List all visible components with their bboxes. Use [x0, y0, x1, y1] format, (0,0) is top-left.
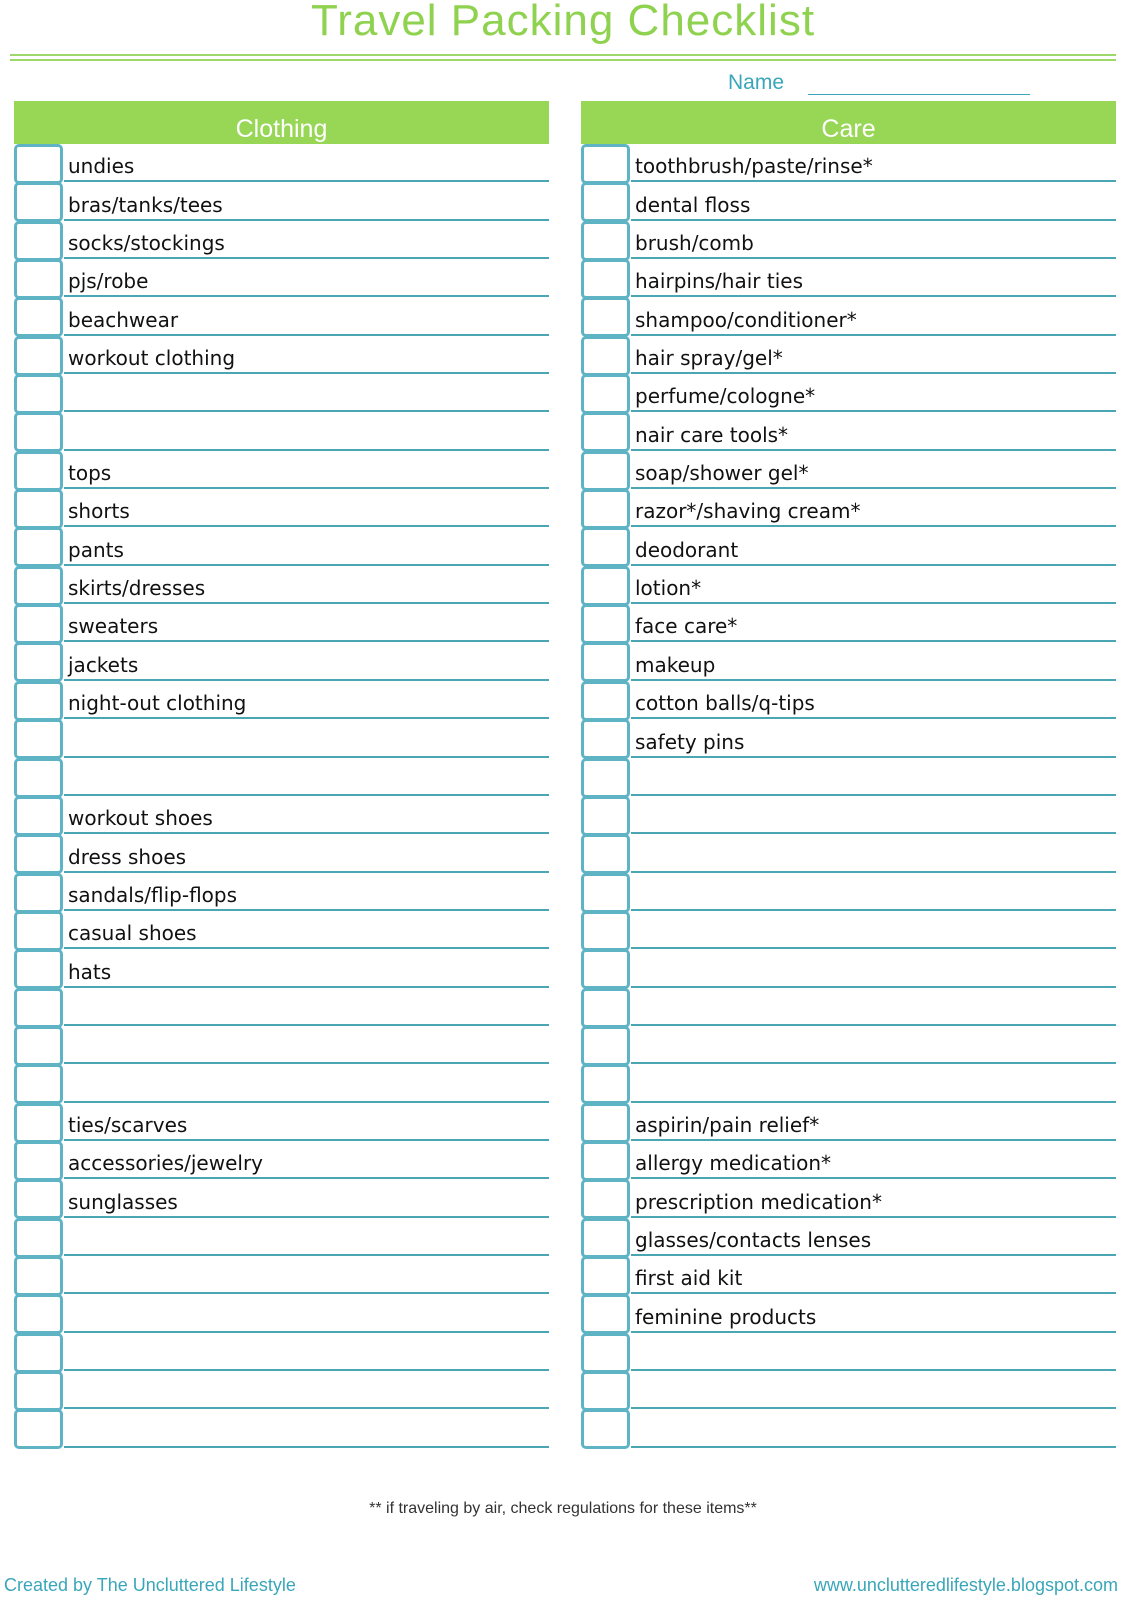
checklist-row: [14, 1064, 549, 1102]
credit-text: Created by The Uncluttered Lifestyle: [4, 1575, 296, 1595]
item-label: sweaters: [68, 614, 159, 639]
checklist-row: [581, 1371, 1116, 1409]
item-label: tops: [68, 461, 112, 486]
checkbox[interactable]: [581, 1256, 630, 1296]
checklist-row: [14, 1256, 549, 1294]
item-label: ties/scarves: [68, 1112, 188, 1137]
item-label: hairpins/hair ties: [635, 269, 803, 294]
checkbox[interactable]: [14, 1333, 63, 1373]
checklist-row: [14, 1179, 549, 1217]
checkbox[interactable]: [14, 834, 63, 874]
checklist-row: [581, 681, 1116, 719]
checklist-row: [14, 834, 549, 872]
item-label: shampoo/conditioner*: [635, 307, 857, 332]
item-label: toothbrush/paste/rinse*: [635, 154, 873, 179]
checklist-row: [581, 1179, 1116, 1217]
item-label: beachwear: [68, 307, 179, 332]
checkbox[interactable]: [581, 834, 630, 874]
checklist-row: [14, 1026, 549, 1064]
title-divider: [10, 54, 1116, 56]
checklist-row: [14, 489, 549, 527]
title-divider-2: [10, 59, 1116, 61]
item-label: perfume/cologne*: [635, 384, 816, 409]
checkbox[interactable]: [14, 873, 63, 913]
checklist-row: [14, 1409, 549, 1447]
item-label: first aid kit: [635, 1266, 743, 1291]
checklist-row: [581, 336, 1116, 374]
checkbox[interactable]: [14, 374, 63, 414]
checkbox[interactable]: [581, 297, 630, 337]
item-label: accessories/jewelry: [68, 1151, 264, 1176]
checkbox[interactable]: [581, 681, 630, 721]
checklist-row: [581, 1294, 1116, 1332]
checklist-row: [581, 297, 1116, 335]
checkbox[interactable]: [581, 336, 630, 376]
checklist-row: [581, 1333, 1116, 1371]
checkbox[interactable]: [14, 1371, 63, 1411]
checkbox[interactable]: [581, 1179, 630, 1219]
item-label: razor*/shaving cream*: [635, 499, 861, 524]
checklist-row: [14, 873, 549, 911]
checklist-row: [14, 182, 549, 220]
item-label: sunglasses: [68, 1189, 178, 1214]
item-label: prescription medication*: [635, 1189, 882, 1214]
checklist-row: [581, 412, 1116, 450]
item-label: dental floss: [635, 192, 751, 217]
checkbox[interactable]: [14, 1409, 63, 1449]
checkbox[interactable]: [14, 949, 63, 989]
page-title: Travel Packing Checklist: [310, 0, 816, 45]
checkbox[interactable]: [14, 566, 63, 606]
checkbox[interactable]: [581, 911, 630, 951]
checkbox[interactable]: [581, 642, 630, 682]
checklist-row: [14, 336, 549, 374]
checklist-row: [14, 566, 549, 604]
item-label: feminine products: [635, 1304, 817, 1329]
checkbox[interactable]: [581, 489, 630, 529]
item-label: dress shoes: [68, 844, 187, 869]
checkbox[interactable]: [581, 527, 630, 567]
checklist-row: [581, 1409, 1116, 1447]
checkbox[interactable]: [14, 681, 63, 721]
checkbox[interactable]: [14, 911, 63, 951]
checkbox[interactable]: [14, 489, 63, 529]
item-label: skirts/dresses: [68, 576, 206, 601]
item-label: nair care tools*: [635, 422, 789, 447]
checkbox[interactable]: [14, 259, 63, 299]
checklist-row: [581, 182, 1116, 220]
care-header: Care: [581, 101, 1116, 144]
checklist-row: [14, 221, 549, 259]
row-line: [64, 1446, 549, 1448]
checklist-row: [14, 758, 549, 796]
checklist-row: [14, 527, 549, 565]
checkbox[interactable]: [581, 1103, 630, 1143]
checkbox[interactable]: [581, 1064, 630, 1104]
checklist-row: [581, 911, 1116, 949]
checklist-row: [581, 719, 1116, 757]
checkbox[interactable]: [14, 796, 63, 836]
checkbox[interactable]: [581, 873, 630, 913]
checklist-row: [581, 988, 1116, 1026]
item-label: brush/comb: [635, 231, 754, 256]
item-label: pjs/robe: [68, 269, 149, 294]
checkbox[interactable]: [581, 1141, 630, 1181]
checklist-row: [581, 604, 1116, 642]
checklist-row: [581, 566, 1116, 604]
checkbox[interactable]: [14, 988, 63, 1028]
checklist-row: [581, 1256, 1116, 1294]
item-label: cotton balls/q-tips: [635, 691, 815, 716]
checklist-row: [14, 259, 549, 297]
row-line: [631, 1446, 1116, 1448]
checkbox[interactable]: [581, 144, 630, 184]
checkbox[interactable]: [14, 297, 63, 337]
checklist-row: [581, 949, 1116, 987]
checkbox[interactable]: [581, 1409, 630, 1449]
checkbox[interactable]: [581, 566, 630, 606]
checkbox[interactable]: [581, 451, 630, 491]
checklist-row: [581, 873, 1116, 911]
checkbox[interactable]: [14, 1141, 63, 1181]
checklist-row: [581, 1103, 1116, 1141]
item-label: casual shoes: [68, 921, 197, 946]
checklist-row: [581, 527, 1116, 565]
checklist-row: [581, 489, 1116, 527]
checklist-row: [14, 949, 549, 987]
checkbox[interactable]: [14, 642, 63, 682]
website-link[interactable]: www.unclutteredlifestyle.blogspot.com: [813, 1575, 1118, 1595]
checklist-row: [14, 911, 549, 949]
checkbox[interactable]: [14, 1218, 63, 1258]
checklist-row: [581, 221, 1116, 259]
care-list: [581, 144, 1116, 1448]
checklist-row: [581, 1064, 1116, 1102]
checkbox[interactable]: [581, 221, 630, 261]
checklist-row: [14, 796, 549, 834]
checklist-row: [14, 719, 549, 757]
item-label: safety pins: [635, 729, 745, 754]
checklist-row: [14, 642, 549, 680]
clothing-column: [14, 101, 549, 1448]
checklist-row: [581, 374, 1116, 412]
checkbox[interactable]: [14, 527, 63, 567]
checklist-row: [581, 1218, 1116, 1256]
checklist-row: [14, 1103, 549, 1141]
checkbox[interactable]: [14, 412, 63, 452]
checkbox[interactable]: [14, 336, 63, 376]
checklist-row: [14, 144, 549, 182]
item-label: hats: [68, 959, 112, 984]
checkbox[interactable]: [14, 1256, 63, 1296]
item-label: soap/shower gel*: [635, 461, 809, 486]
checklist-row: [14, 374, 549, 412]
checkbox[interactable]: [14, 719, 63, 759]
item-label: sandals/flip-flops: [68, 882, 238, 907]
clothing-list: [14, 144, 549, 1448]
item-label: glasses/contacts lenses: [635, 1227, 872, 1252]
care-column: [581, 101, 1116, 1448]
checkbox[interactable]: [14, 1294, 63, 1334]
item-label: shorts: [68, 499, 130, 524]
checklist-row: [581, 259, 1116, 297]
checklist-row: [14, 1218, 549, 1256]
checklist-row: [581, 796, 1116, 834]
checkbox[interactable]: [581, 412, 630, 452]
checkbox[interactable]: [14, 1026, 63, 1066]
checkbox[interactable]: [14, 604, 63, 644]
item-label: makeup: [635, 652, 716, 677]
checkbox[interactable]: [14, 758, 63, 798]
checklist-row: [14, 451, 549, 489]
item-label: allergy medication*: [635, 1151, 832, 1176]
checklist-row: [14, 297, 549, 335]
checkbox[interactable]: [14, 182, 63, 222]
item-label: hair spray/gel*: [635, 346, 783, 371]
item-label: jackets: [68, 652, 139, 677]
checklist-row: [14, 681, 549, 719]
item-label: lotion*: [635, 576, 702, 601]
checkbox[interactable]: [14, 1064, 63, 1104]
checkbox[interactable]: [581, 758, 630, 798]
checkbox[interactable]: [14, 1103, 63, 1143]
item-label: face care*: [635, 614, 738, 639]
checklist-row: [14, 412, 549, 450]
item-label: bras/tanks/tees: [68, 192, 223, 217]
item-label: workout shoes: [68, 806, 213, 831]
checklist-row: [581, 834, 1116, 872]
clothing-header: Clothing: [14, 101, 549, 144]
checkbox[interactable]: [581, 374, 630, 414]
checkbox[interactable]: [581, 1026, 630, 1066]
footnote: ** if traveling by air, check regulations for these items**: [369, 1500, 757, 1517]
checklist-row: [581, 758, 1116, 796]
item-label: undies: [68, 154, 135, 179]
checkbox[interactable]: [581, 1218, 630, 1258]
checkbox[interactable]: [14, 451, 63, 491]
checklist-row: [581, 642, 1116, 680]
checkbox[interactable]: [581, 182, 630, 222]
checkbox[interactable]: [581, 604, 630, 644]
checklist-row: [14, 988, 549, 1026]
checklist-row: [14, 1333, 549, 1371]
item-label: aspirin/pain relief*: [635, 1112, 820, 1137]
item-label: workout clothing: [68, 346, 236, 371]
checkbox[interactable]: [14, 144, 63, 184]
checkbox[interactable]: [581, 1294, 630, 1334]
checklist-row: [14, 604, 549, 642]
checklist-row: [581, 451, 1116, 489]
checklist-row: [581, 1141, 1116, 1179]
checkbox[interactable]: [581, 988, 630, 1028]
checkbox[interactable]: [581, 949, 630, 989]
checklist-row: [581, 144, 1116, 182]
name-field[interactable]: [808, 94, 1030, 95]
checkbox[interactable]: [581, 1371, 630, 1411]
checklist-row: [14, 1371, 549, 1409]
checkbox[interactable]: [581, 259, 630, 299]
item-label: deodorant: [635, 537, 739, 562]
checkbox[interactable]: [14, 1179, 63, 1219]
item-label: pants: [68, 537, 124, 562]
name-label: Name: [728, 71, 785, 94]
checkbox[interactable]: [581, 719, 630, 759]
checklist-row: [581, 1026, 1116, 1064]
checklist-row: [14, 1294, 549, 1332]
item-label: night-out clothing: [68, 691, 247, 716]
item-label: socks/stockings: [68, 231, 225, 256]
checkbox[interactable]: [14, 221, 63, 261]
checkbox[interactable]: [581, 796, 630, 836]
checklist-row: [14, 1141, 549, 1179]
checkbox[interactable]: [581, 1333, 630, 1373]
